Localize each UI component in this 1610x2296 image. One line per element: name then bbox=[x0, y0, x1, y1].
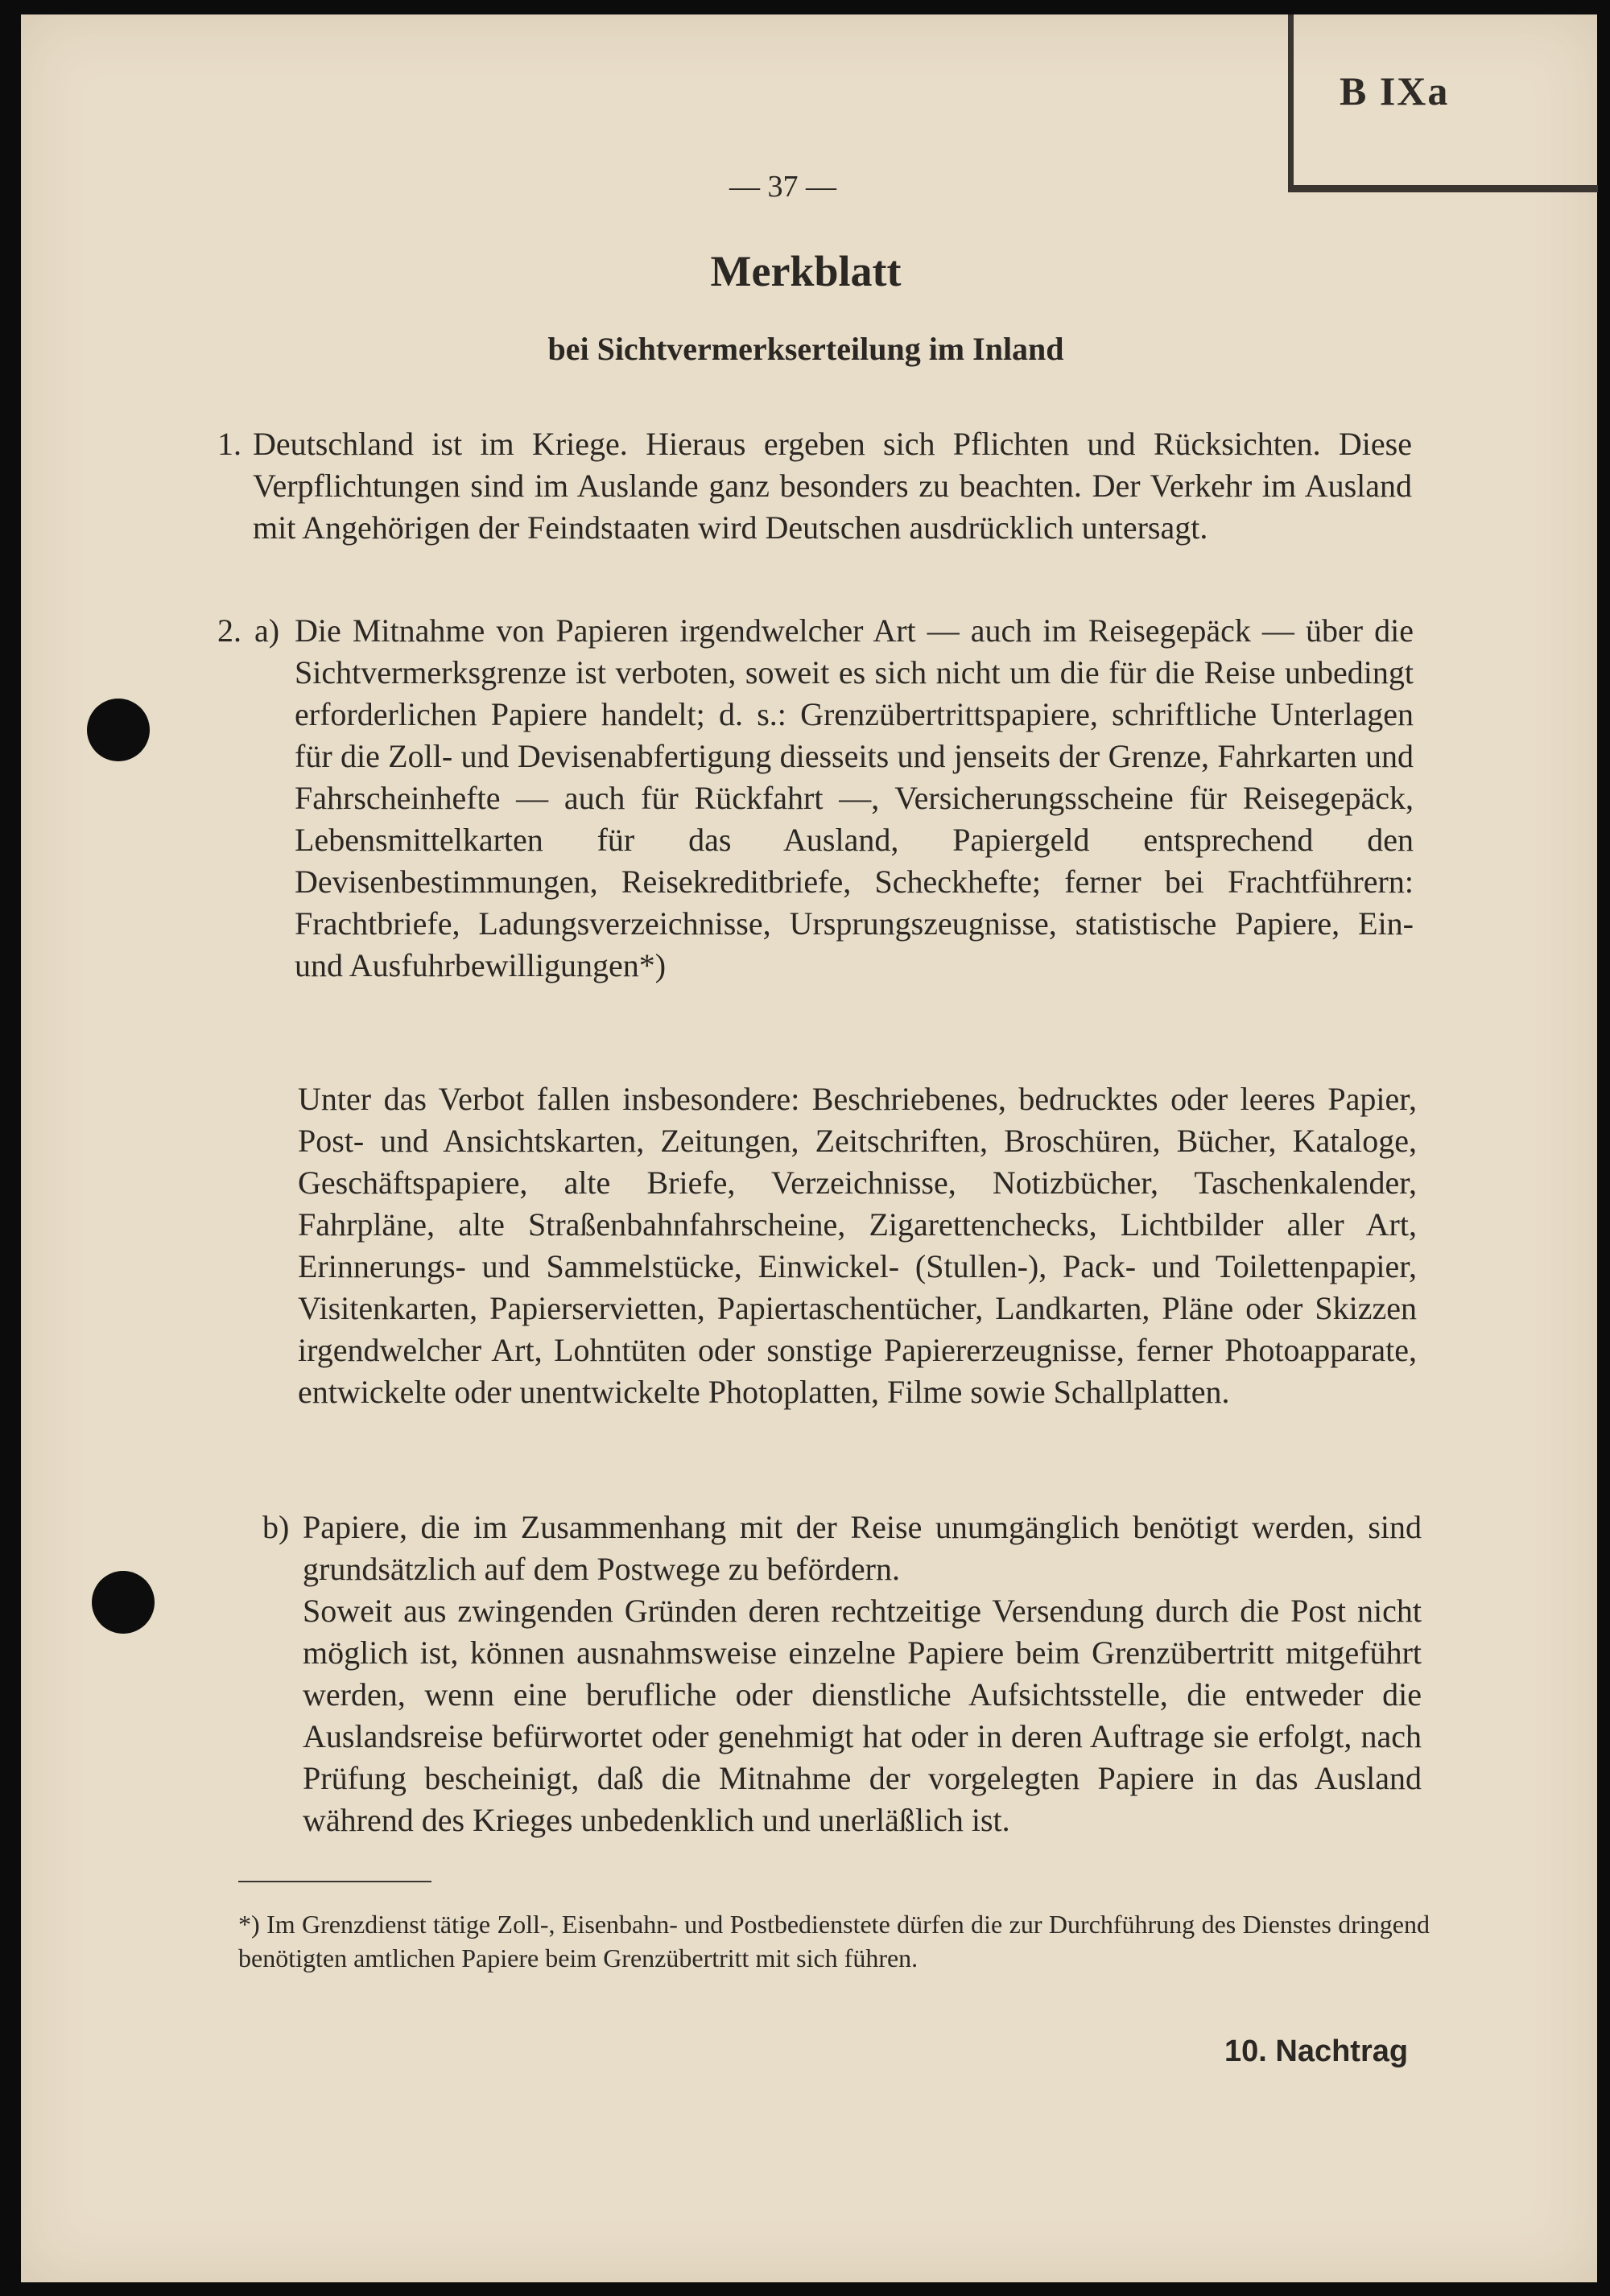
footnote: *) Im Grenzdienst tätige Zoll-, Eisenbahn- und Postbedienstete dürfen die zur Durchführung des Dienstes dringend benötigten amtlichen Papiere beim Grenzübertritt mit sich führen. bbox=[238, 1910, 1430, 1972]
section-2b-text: Papiere, die im Zusammenhang mit der Reise unumgänglich benötigt werden, sind grundsätzlich auf dem Postwege zu befördern. bbox=[303, 1509, 1422, 1587]
nachtrag-label: 10. Nachtrag bbox=[1224, 2034, 1409, 2068]
punch-hole-lower bbox=[92, 1571, 155, 1634]
page-subtitle: bei Sichtvermerkserteilung im Inland bbox=[547, 331, 1064, 367]
section-2a-label: a) bbox=[254, 612, 280, 649]
section-2a-text: Die Mitnahme von Papieren irgendwelcher Art — auch im Reisegepäck — über die Sichtvermerksgrenze ist verboten, soweit es sich nicht um die für die Reise unbedingt erforderlichen Papiere handelt; d. s.: Grenzübertrittspapiere, schriftliche Unterlagen für die Zoll- und Devisenabfertigung diesseits und jenseits der Grenze, Fahrkarten und Fahrscheinhefte — auch für Rückfahrt —, Versicherungsscheine für Reisegepäck, Lebensmittelkarten für das Ausland, Papiergeld entsprechend den Devisenbestimmungen, Reisekreditbriefe, Scheckhefte; ferner bei Frachtführern: Frachtbriefe, Ladungsverzeichnisse, Ursprungszeugnisse, statistische Papiere, Ein- und Ausfuhrbewilligungen*) bbox=[295, 612, 1414, 983]
section-2-number: 2. bbox=[217, 612, 242, 649]
page-number: — 37 — bbox=[729, 170, 836, 204]
corner-label: B IXa bbox=[1340, 68, 1450, 113]
page-title: Merkblatt bbox=[710, 247, 902, 295]
punch-hole-upper bbox=[87, 699, 150, 761]
section-2a-text-list: Unter das Verbot fallen insbesondere: Beschriebenes, bedrucktes oder leeres Papier, Post- und Ansichtskarten, Zeitungen, Zeitschriften, Broschüren, Bücher, Kataloge, Geschäftspapiere, alte Briefe, Verzeichnisse, Notizbücher, Taschenkalender, Fahrpläne, alte Straßenbahnfahrscheine, Zigarettenchecks, Lichtbilder aller Art, Erinnerungs- und Sammelstücke, Einwickel- (Stullen-), Pack- und Toilettenpapier, Visitenkarten, Papierservietten, Papiertaschentücher, Landkarten, Pläne oder Skizzen irgendwelcher Art, Lohntüten oder sonstige Papiererzeugnisse, ferner Photoapparate, entwickelte oder unentwickelte Photoplatten, Filme sowie Schallplatten. bbox=[298, 1081, 1417, 1410]
section-2b-text-2: Soweit aus zwingenden Gründen deren rechtzeitige Versendung durch die Post nicht möglich ist, können ausnahmsweise einzelne Papiere beim Grenzübertritt mitgeführt werden, wenn eine berufliche oder dienstliche Aufsichtsstelle, die entweder die Auslandsreise befürwortet oder genehmigt hat oder in deren Auftrage sie erfolgt, nach Prüfung bescheinigt, daß die Mitnahme der vorgelegten Papiere in das Ausland während des Krieges unbedenklich und unerläßlich ist. bbox=[303, 1593, 1422, 1838]
section-1-text: Deutschland ist im Kriege. Hieraus ergeben sich Pflichten und Rücksichten. Diese Verpflichtungen sind im Auslande ganz besonders zu beachten. Der Verkehr im Ausland mit Angehörigen der Feindstaaten wird Deutschen ausdrücklich untersagt. bbox=[253, 426, 1412, 546]
section-1-number: 1. bbox=[217, 426, 242, 462]
section-2b-label: b) bbox=[262, 1509, 290, 1545]
footnote-rule bbox=[238, 1881, 431, 1882]
document-page bbox=[21, 14, 1597, 2282]
